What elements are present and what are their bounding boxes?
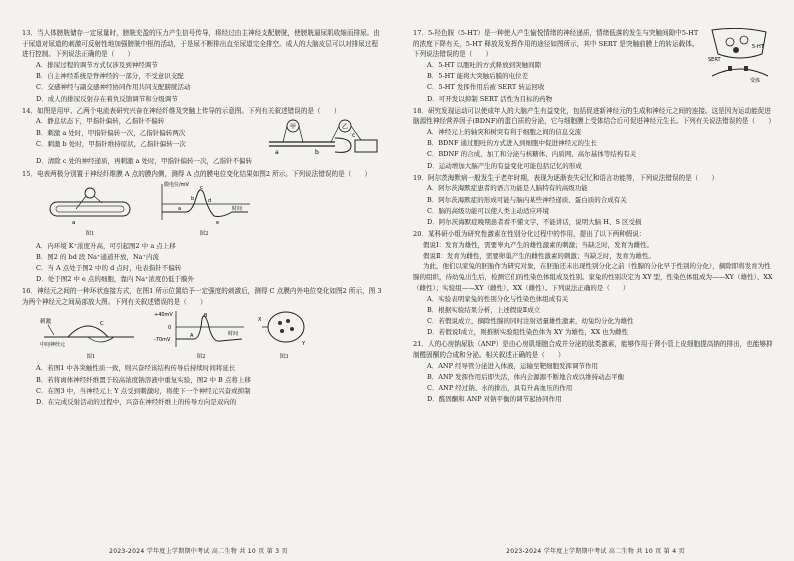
label-5ht: 5-HT <box>752 44 764 50</box>
question-19-option-a[interactable]: A．阿尔茨海默症患者的语言功能是人脑特有的高级功能 <box>427 184 588 193</box>
question-14 <box>22 106 383 168</box>
question-13-option-d[interactable]: D．成人的排尿反射存在着负反馈调节和分级调节 <box>36 94 178 103</box>
question-16 <box>22 286 383 408</box>
question-20-option-b[interactable]: B．根据实验结果分析，上述假说Ⅱ成立 <box>427 305 541 314</box>
y-tick-zero: 0 <box>168 324 172 331</box>
question-14-stem: 14．如图是用甲、乙两个电流表研究兴奋在神经纤维及突触上传导的示意图。下列有关叙述错误的是（ ） <box>22 106 341 115</box>
point-a-label: a <box>275 149 279 157</box>
question-15-option-a[interactable]: A．内环境 K⁺浓度升高，可引起图2 中 a 点上移 <box>36 241 176 250</box>
question-20-option-c[interactable]: C．若假说成立，摘除性腺的同时注射适量雄性激素，幼兔均分化为雄性 <box>427 317 634 326</box>
question-17-option-b[interactable]: B．5-HT 能将大突触后膜的电位差 <box>427 72 529 81</box>
question-20 <box>413 229 774 338</box>
point-b-label: B <box>204 312 208 319</box>
question-14-option-b[interactable]: B．刺激 a 处时，甲指针偏转一次，乙指针偏转两次 <box>36 128 186 137</box>
question-17-option-d[interactable]: D．可开发以抑制 SERT 活性为目标的药物 <box>427 94 553 103</box>
point-a-label: A <box>190 332 194 339</box>
question-21-option-a[interactable]: A．ANP 经导管分泌进入体液，运输至靶细胞发挥调节作用 <box>427 361 599 370</box>
question-18 <box>413 106 774 172</box>
question-15-option-b[interactable]: B．图2 的 bd 段 Na⁺通道开放，Na⁺内流 <box>36 252 159 261</box>
question-15 <box>22 169 383 286</box>
question-17 <box>413 28 774 105</box>
question-19 <box>413 173 774 228</box>
question-13 <box>22 28 383 105</box>
point-x-label: X <box>258 316 262 323</box>
page-3-footer: 2023-2024 学年度上学期期中考试 高二生物 共 10 页 第 3 页 <box>109 548 288 555</box>
membrane-potential-chart <box>152 180 256 226</box>
point-b-label: b <box>315 149 319 157</box>
interneuron-label: 中间神经元 <box>40 341 66 348</box>
time-axis-label: 时间 <box>228 330 239 337</box>
question-21 <box>413 339 774 405</box>
experiment-description: 为此，他们以家兔的胚胎作为研究对象，在胚胎还未出现性别分化之前（性腺的分化早于性别的分化），摘除即将发育为性腺的组织，待幼兔出生后，检测它们的性染色体组成及性别。家兔的性别决定为 XY 型，性染色体组成为——XY（雄性）、XX（雌性）；实验组——XY（雌性）、XX（雌性）。下列说法正确的是（ ） <box>413 262 773 292</box>
question-20-option-a[interactable]: A．实验表明家兔的性别分化与性染色体组成有关 <box>427 294 569 303</box>
curve-point-d: d <box>208 198 212 205</box>
question-15-option-d[interactable]: D．处于图2 中 e 点的细胞，靠内 Na⁺浓度仍低于膜外 <box>36 275 194 284</box>
ring-neuron-figure <box>38 313 144 349</box>
meter-1-label: 甲 <box>290 123 297 131</box>
question-17-option-c[interactable]: C．5-HT 发挥作用后被 SERT 转运回收 <box>427 83 545 92</box>
page-4-footer: 2023-2024 学年度上学期期中考试 高二生物 共 10 页 第 4 页 <box>506 548 685 555</box>
hypothesis-2: 假说Ⅱ：发育为雌性，需要卵巢产生的雌性激素的刺激；当缺乏时，发育为雄性。 <box>423 251 655 260</box>
question-16-figures <box>22 309 383 362</box>
figure-1-caption: 图1 <box>86 353 96 360</box>
question-17-stem: 17．5-羟色胺（5-HT）是一种使人产生愉悦情绪的神经递质，情绪低落的发生与突触间隙中5-HT 的浓度下降有关，5-HT 释放及发挥作用的途径如图所示，其中 SERT 是突触前膜上的转运载体。下列说法错误的是（ ） <box>413 29 699 59</box>
question-18-stem: 18．研究发现运动可以使成年人的大脑产生有益变化，包括促进新神经元的生成和神经元之间的连接。这是因为运动能促进脑源性神经营养因子(BDNF)的蛋白质的分泌，它与细胞膜上受体结合后可促进神经元生长。下列有关说法错误的是（ ） <box>413 106 775 126</box>
label-sert: SERT <box>708 57 721 63</box>
x-axis-label: 时间 <box>232 206 243 213</box>
meter-2-label: 乙 <box>342 123 349 131</box>
question-20-stem: 20．某科研小组为研究性激素在性别分化过程中的作用，提出了以下两种假说： <box>413 230 646 239</box>
question-13-stem: 13．当人体膀胱储存一定尿量时，膀胱充盈的压力产生信号传导，将经过由主神经支配膀胱，使膀胱逼尿肌收缩而排尿。由于尿道对尿道的刺激可反射性地加强膀胱中枢的活动，于是尿不断排出直至尿道完全排空。成人的大脑皮层可以对排尿过程进行控制。下列说法正确的是（ ） <box>22 29 380 59</box>
question-21-option-d[interactable]: D．醛固酮和 ANP 对钠平衡的调节起协同作用 <box>427 395 562 404</box>
question-19-option-d[interactable]: D．阿尔茨海默症晚期患者看不懂文字、不能讲话，说明大脑 H、S 区受损 <box>427 217 642 226</box>
figure-1-caption: 图1 <box>85 230 95 237</box>
question-14-option-c[interactable]: C．刺激 b 处时，甲指针维持原状，乙指针偏转一次 <box>36 139 186 148</box>
question-19-option-b[interactable]: B．阿尔茨海默症的形成可能与脑内某些神经递质、蛋白质的合成有关 <box>427 195 627 204</box>
question-17-option-a[interactable]: A．5-HT 以胞吐的方式释放到突触间隙 <box>427 61 542 70</box>
question-20-option-d[interactable]: D．若假说Ⅰ成立，则推断实验组性染色体为 XY 为雄性，XX 也为雌性 <box>427 328 629 337</box>
question-18-option-d[interactable]: D．运动增加大脑产生的有益变化可能包括记忆的形成 <box>427 161 582 170</box>
potential-curve-figure <box>154 309 248 349</box>
question-16-option-a[interactable]: A．若图1 中各突触性质一致，则兴奋经该结构传导后持续时间将延长 <box>36 364 236 373</box>
question-18-option-a[interactable]: A．神经元上的轴突和树突有利于细胞之间的信息交流 <box>427 128 582 137</box>
question-16-option-b[interactable]: B．若将离体神经纤维置于较高浓度钠溶液中重复实验，图2 中 B 点将上移 <box>36 375 251 384</box>
question-13-option-a[interactable]: A．排尿过程的调节方式仅涉及到神经调节 <box>36 61 158 70</box>
figure-2-caption: 图2 <box>196 353 206 360</box>
y-axis-unit: 膜电位/mV <box>164 182 189 189</box>
question-13-option-c[interactable]: C．交感神经与副交感神经协同作用共同支配膀胱活动 <box>36 83 191 92</box>
point-c-label: C <box>100 320 104 327</box>
y-tick-minus70: -70mV <box>154 336 171 343</box>
question-16-option-c[interactable]: C．在图3 中，当神经元上 Y 点受到刺激时，将使下一个神经元兴奋或抑制 <box>36 386 251 395</box>
question-19-stem: 19．阿尔茨海默病一般发生于老年时期，表现为逐渐丧失记忆和语言功能等，下列说法错误的是（ ） <box>413 173 719 182</box>
curve-point-b: b <box>191 196 195 203</box>
serotonin-synapse-figure <box>706 28 774 84</box>
curve-point-e: e <box>216 220 220 227</box>
point-y-label: Y <box>302 340 306 347</box>
page-4 <box>397 0 794 561</box>
question-15-figures <box>22 180 383 239</box>
nerve-fiber-figure <box>42 186 138 226</box>
question-14-option-d[interactable]: D．清除 c 处的神经递质，再刺激 a 处时，甲指针偏转一次，乙指针不偏转 <box>36 157 252 166</box>
question-15-option-c[interactable]: C．当 A 点处于图2 中的 d 点时，电表指针不偏转 <box>36 264 182 273</box>
curve-point-c: c <box>200 185 203 192</box>
point-a-label: a <box>72 220 76 227</box>
y-tick-plus40: +40mV <box>154 311 173 318</box>
figure-3-caption: 图3 <box>279 353 289 360</box>
question-16-option-d[interactable]: D．在完成反射活动的过程中，兴奋在神经纤维上的传导方向是双向的 <box>36 397 237 406</box>
stimulus-label: 刺激 <box>40 318 52 325</box>
synapse-closeup-figure <box>258 309 310 349</box>
figure-2-caption: 图2 <box>199 230 209 237</box>
point-c-label: c <box>352 132 356 140</box>
label-receptor: 受体 <box>750 78 761 84</box>
question-14-option-a[interactable]: A．静息状态下，甲指针偏转，乙指针不偏转 <box>36 117 165 126</box>
question-16-stem: 16．神经元之间的一种环状连接方式，在图1 所示位置给予一定强度的刺激后，测得 C 点膜内外电位变化如图2 所示，图 3 为两个神经元之间局部放大图。下列有关叙述错误的是（ ） <box>22 287 382 307</box>
neuron-meter-diagram <box>265 116 383 156</box>
question-21-option-b[interactable]: B．ANP 发挥作用后即失活，体内会源源不断地合成以维持动态平衡 <box>427 372 625 381</box>
curve-point-a: a <box>178 206 182 213</box>
question-13-option-b[interactable]: B．自主神经系统是脊神经的一部分，不受意识支配 <box>36 72 184 81</box>
question-18-option-b[interactable]: B．BDNF 通过胞吐的方式进入到细胞中促进神经元的生长 <box>427 139 598 148</box>
question-21-option-c[interactable]: C．ANP 经过钠、水的排出，具有升高血压的作用 <box>427 384 573 393</box>
question-18-option-c[interactable]: C．BDNF 的合成、加工和分泌与核糖体、内质网、高尔基体等结构有关 <box>427 150 637 159</box>
question-21-stem: 21．人的心房钠尿肽（ANP）是由心房肌细胞合成并分泌的肽类激素，能够作用于肾小管上皮细胞提高钠的排出，也能够抑制醛固酮的合成和分泌。相关叙述正确的是（ ） <box>413 340 773 360</box>
question-15-stem: 15．电表两极分别置于神经纤维膜 A 点的膜内侧，测得 A 点的膜电位变化结果如图2 所示。下列说法错误的是（ ） <box>22 169 372 178</box>
question-19-option-c[interactable]: C．脑的高级功能可以使人类主动适应环境 <box>427 206 549 215</box>
hypothesis-1: 假说Ⅰ：发育为雄性，需要睾丸产生的雄性激素的刺激；当缺乏时，发育为雌性。 <box>423 240 654 249</box>
